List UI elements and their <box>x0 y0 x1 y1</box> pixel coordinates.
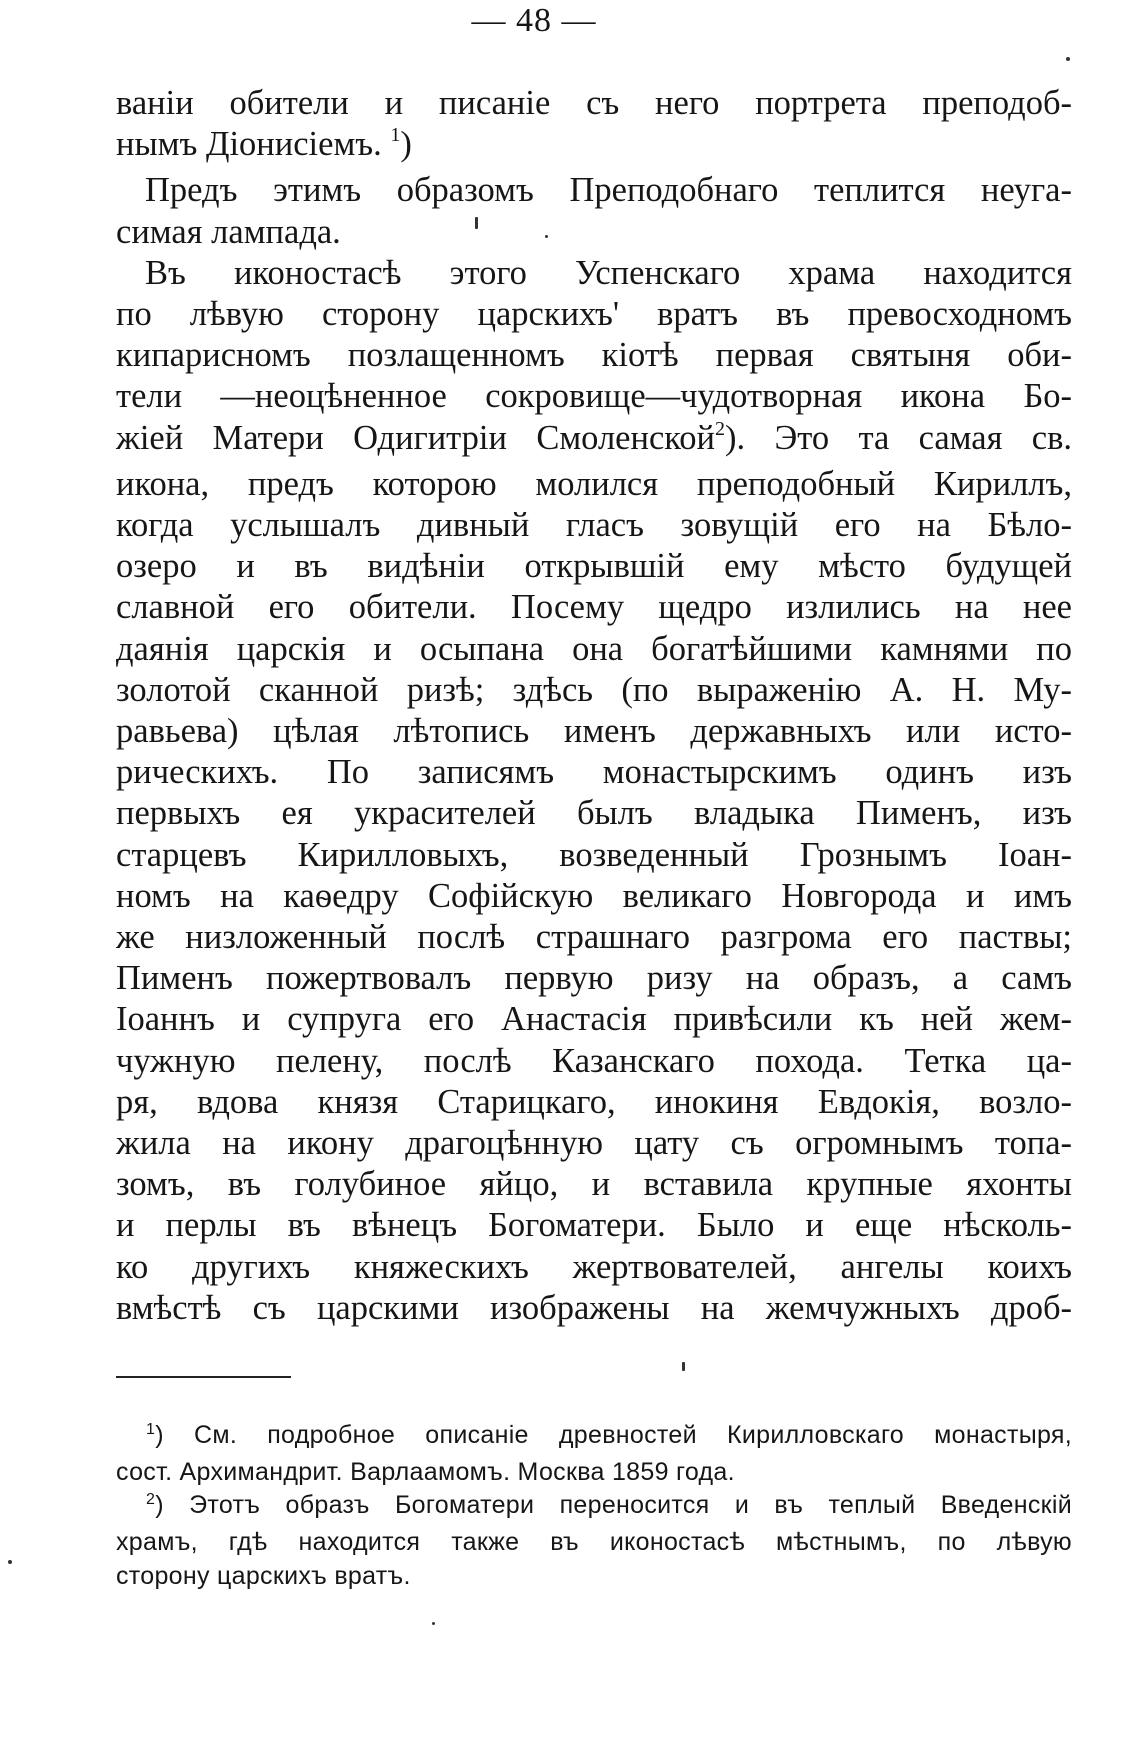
text-line: Пименъ пожертвовалъ первую ризу на образъ, а самъ <box>116 959 1072 998</box>
text-line: симая лампада. <box>116 212 341 251</box>
text-line-content: жіей Матери Одигитріи Смоленской <box>116 418 715 457</box>
scan-speck <box>545 235 548 238</box>
scan-speck <box>432 1622 435 1625</box>
text-line: ко другихъ княжескихъ жертвователей, ангелы коихъ <box>116 1247 1072 1286</box>
text-line: же низложенный послѣ страшнаго разгрома его паствы; <box>116 918 1072 957</box>
text-line: икона, предъ которою молился преподобный Кириллъ, <box>116 464 1072 503</box>
scan-speck <box>8 1560 12 1564</box>
footnotes <box>116 1419 1072 1594</box>
text-line: тели —неоцѣненное сокровище—чудотворная икона Бо- <box>116 377 1072 416</box>
text-line: даянія царскія и осыпана она богатѣйшими камнями по <box>116 629 1072 668</box>
text-line: зомъ, въ голубиное яйцо, и вставила крупные яхонты <box>116 1165 1072 1204</box>
text-line: номъ на каѳедру Софійскую великаго Новгорода и имъ <box>116 876 1072 915</box>
text-line: когда услышалъ дивный гласъ зовущій его на Бѣло- <box>116 506 1072 545</box>
footnote-2-text: ) Этотъ образъ Богоматери переносится и въ теплый Введенскій <box>155 1491 1072 1520</box>
text-line: старцевъ Кирилловыхъ, возведенный Грознымъ Іоан- <box>116 835 1072 874</box>
footnote-2 <box>116 1489 1072 1526</box>
scan-speck <box>475 217 478 229</box>
scan-speck <box>1066 57 1070 61</box>
footnote-2-continuation: храмъ, гдѣ находится также въ иконостасѣ мѣстнымъ, по лѣвую <box>116 1528 1072 1557</box>
footnote-1-text: ) См. подробное описаніе древностей Кирилловскаго монастыря, <box>155 1421 1072 1449</box>
text-line: вмѣстѣ съ царскими изображены на жемчужныхъ дроб- <box>116 1288 1072 1327</box>
footnote-2-continuation: сторону царскихъ вратъ. <box>116 1561 411 1590</box>
scan-speck <box>682 1362 685 1371</box>
footnote-1-mark: 1 <box>146 1421 156 1438</box>
text-line-content: нымъ Діонисіемъ. <box>116 125 382 164</box>
footnote-1-continuation: сост. Архимандрит. Варлаамомъ. Москва 1859 года. <box>116 1457 735 1486</box>
page-number: — 48 — <box>471 2 597 39</box>
text-line: равьева) цѣлая лѣтопись именъ державныхъ или исто- <box>116 712 1072 751</box>
text-line: по лѣвую сторону царскихъ' вратъ въ превосходномъ <box>116 295 1072 334</box>
text-line: кипарисномъ позлащенномъ кіотѣ первая святыня оби- <box>116 336 1072 375</box>
text-line: озеро и въ видѣніи открывшій ему мѣсто будущей <box>116 547 1072 586</box>
text-line: ря, вдова князя Старицкаго, инокиня Евдокія, возло- <box>116 1082 1072 1121</box>
text-line <box>116 418 1072 464</box>
text-line: Въ иконостасѣ этого Успенскаго храма находится <box>145 253 1072 292</box>
text-line: золотой сканной ризѣ; здѣсь (по выраженію А. Н. Му- <box>116 670 1072 709</box>
text-line: и перлы въ вѣнецъ Богоматери. Было и еще нѣсколь- <box>116 1206 1072 1245</box>
text-line: первыхъ ея украсителей былъ владыка Пименъ, изъ <box>116 794 1072 833</box>
text-line: ваніи обители и писаніе съ него портрета преподоб- <box>116 84 1072 122</box>
text-line: нымъ Діонисіемъ. $^1$) <box>116 124 412 164</box>
footnote-ref-2: 2 <box>715 417 725 440</box>
text-line: рическихъ. По записямъ монастырскимъ одинъ изъ <box>116 753 1072 792</box>
text-line: Предъ этимъ образомъ Преподобнаго теплится неуга- <box>145 171 1072 210</box>
text-line: славной его обители. Посему щедро излились на нее <box>116 588 1072 627</box>
footnote-divider <box>116 1376 291 1378</box>
footnote-2-mark: 2 <box>146 1491 156 1509</box>
main-text <box>116 83 1072 1329</box>
text-line-content: ). Это та самая св. <box>725 418 1073 457</box>
footnote-ref-1: 1 <box>390 124 401 147</box>
text-line: жила на икону драгоцѣнную цату съ огромнымъ топа- <box>116 1124 1072 1163</box>
text-line: чужную пелену, послѣ Казанскаго похода. Тетка ца- <box>116 1041 1072 1080</box>
footnote-1 <box>116 1419 1072 1456</box>
text-line: Іоаннъ и супруга его Анастасія привѣсили къ ней жем- <box>116 1000 1072 1039</box>
